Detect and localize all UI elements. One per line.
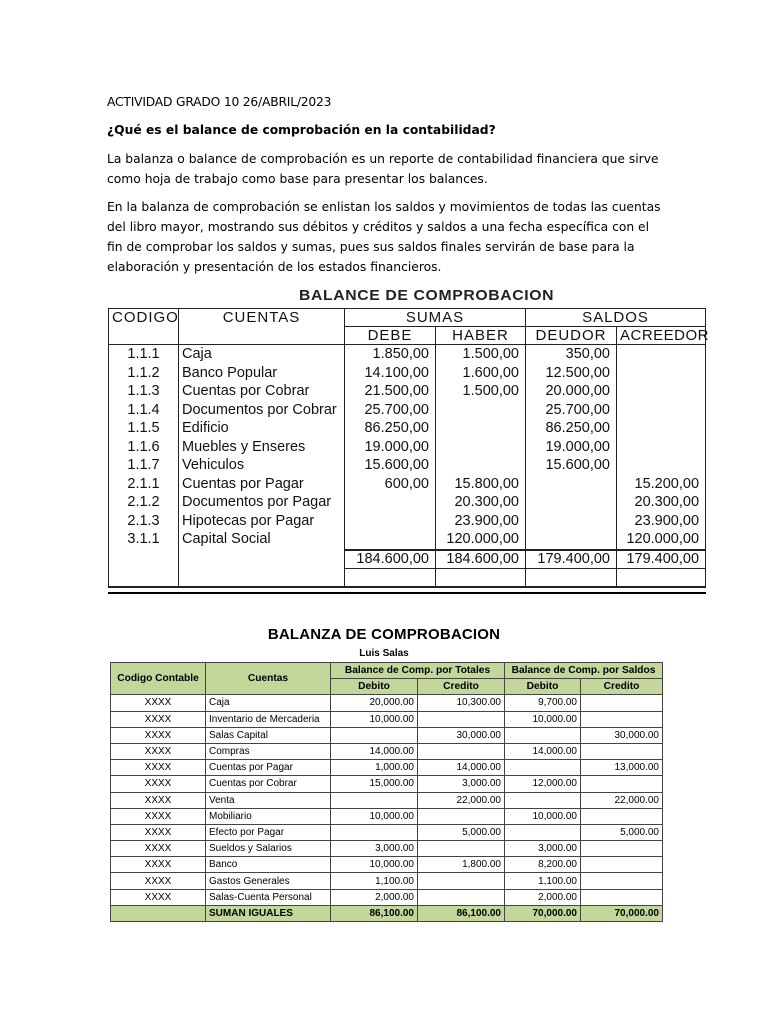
- cell-debito: 20,000.00: [331, 695, 418, 711]
- cell-cuenta: Salas-Cuenta Personal: [206, 889, 331, 905]
- col-deudor-header: DEUDOR: [526, 327, 617, 345]
- cell-codigo: XXXX: [111, 808, 206, 824]
- cell-codigo: XXXX: [111, 760, 206, 776]
- cell-saldo-credito: [581, 857, 663, 873]
- total-deudor: 179.400,00: [526, 550, 617, 569]
- balanza-title: BALANZA DE COMPROBACION: [267, 626, 501, 643]
- cell-debito: 10,000.00: [331, 711, 418, 727]
- cell-cuenta: Cuentas por Cobrar: [206, 776, 331, 792]
- cell-debito: 10,000.00: [331, 808, 418, 824]
- balanza-body: [111, 695, 663, 905]
- cell-saldo-credito: [581, 808, 663, 824]
- balanza-header-row: [111, 663, 663, 679]
- cell-debito: [331, 792, 418, 808]
- debe-column: 1.850,00 14.100,00 21.500,00 25.700,00 86.250,00 19.000,00 15.600,00 600,00: [345, 345, 436, 550]
- sum-saldo-credito: 70,000.00: [581, 905, 663, 921]
- cell-saldo-credito: 5,000.00: [581, 824, 663, 840]
- cell-debito: [331, 727, 418, 743]
- cell-cuenta: Venta: [206, 792, 331, 808]
- cell-saldo-debito: [505, 792, 581, 808]
- cell-credito: 3,000.00: [418, 776, 505, 792]
- balanza-table: [110, 662, 663, 922]
- col-codigo-header: CODIGO: [109, 309, 179, 345]
- cell-cuenta: Cuentas por Pagar: [206, 760, 331, 776]
- acreedor-column: 15.200,00 20.300,00 23.900,00 120.000,00: [617, 345, 706, 550]
- cuentas-column: Caja Banco Popular Cuentas por Cobrar Documentos por Cobrar Edificio Muebles y Enseres Vehiculos Cuentas por Pagar Documentos por Pagar Hipotecas por Pagar Capital Social: [179, 345, 345, 550]
- cell-cuenta: Banco: [206, 857, 331, 873]
- col-haber-header: HABER: [436, 327, 526, 345]
- cell-saldo-credito: [581, 889, 663, 905]
- cell-cuenta: Mobiliario: [206, 808, 331, 824]
- cell-saldo-debito: 8,200.00: [505, 857, 581, 873]
- cell-saldo-credito: [581, 695, 663, 711]
- debito-saldos-header: Debito: [505, 679, 581, 695]
- empty-cell: [179, 568, 345, 587]
- totals-row: [109, 550, 706, 569]
- balanza-subtitle: Luis Salas: [359, 648, 409, 659]
- sum-debito: 86,100.00: [331, 905, 418, 921]
- cell-saldo-debito: [505, 760, 581, 776]
- totals-empty-codigo: [109, 550, 179, 569]
- totals-empty-cuentas: [179, 550, 345, 569]
- cell-saldo-credito: [581, 743, 663, 759]
- table-row: [111, 727, 663, 743]
- cell-cuenta: Inventario de Mercaderia: [206, 711, 331, 727]
- cell-codigo: XXXX: [111, 841, 206, 857]
- sum-row: [111, 905, 663, 921]
- table-row: [111, 695, 663, 711]
- cell-saldo-debito: 12,000.00: [505, 776, 581, 792]
- total-haber: 184.600,00: [436, 550, 526, 569]
- cell-codigo: XXXX: [111, 824, 206, 840]
- sum-label: SUMAN IGUALES: [206, 905, 331, 921]
- cell-codigo: XXXX: [111, 889, 206, 905]
- cell-codigo: XXXX: [111, 743, 206, 759]
- saldos-header: Balance de Comp. por Saldos: [505, 663, 663, 679]
- debito-totales-header: Debito: [331, 679, 418, 695]
- table-row: [111, 776, 663, 792]
- empty-cell: [436, 568, 526, 587]
- cell-codigo: XXXX: [111, 695, 206, 711]
- description-paragraph: En la balanza de comprobación se enlistan los saldos y movimientos de todas las cuentas del libro mayor, mostrando sus débitos y créditos y saldos a una fecha específica con el fin de comprobar los saldos y sumas, pues sus saldos finales servirán de base para la elaboración y presentación de los estados financieros.: [107, 200, 661, 274]
- table-row: [111, 808, 663, 824]
- cell-debito: 1,000.00: [331, 760, 418, 776]
- cell-saldo-credito: [581, 873, 663, 889]
- cell-saldo-debito: 10,000.00: [505, 711, 581, 727]
- cell-saldo-debito: 1,100.00: [505, 873, 581, 889]
- cell-credito: [418, 711, 505, 727]
- cell-codigo: XXXX: [111, 873, 206, 889]
- total-debe: 184.600,00: [345, 550, 436, 569]
- cell-credito: [418, 743, 505, 759]
- empty-row: [109, 568, 706, 587]
- col-saldos-header: SALDOS: [526, 309, 706, 327]
- cell-codigo: XXXX: [111, 711, 206, 727]
- cell-saldo-credito: 22,000.00: [581, 792, 663, 808]
- cell-saldo-credito: [581, 711, 663, 727]
- cell-saldo-credito: [581, 776, 663, 792]
- deudor-column: 350,00 12.500,00 20.000,00 25.700,00 86.250,00 19.000,00 15.600,00: [526, 345, 617, 550]
- cell-cuenta: Caja: [206, 695, 331, 711]
- col-debe-header: DEBE: [345, 327, 436, 345]
- table-row: [111, 873, 663, 889]
- empty-cell: [617, 568, 706, 587]
- cell-cuenta: Efecto por Pagar: [206, 824, 331, 840]
- cell-saldo-credito: 13,000.00: [581, 760, 663, 776]
- table-row: [111, 841, 663, 857]
- cell-credito: 1,800.00: [418, 857, 505, 873]
- credito-saldos-header: Credito: [581, 679, 663, 695]
- sum-empty-cell: [111, 905, 206, 921]
- cell-debito: [331, 824, 418, 840]
- cell-credito: 5,000.00: [418, 824, 505, 840]
- totales-header: Balance de Comp. por Totales: [331, 663, 505, 679]
- cell-cuenta: Gastos Generales: [206, 873, 331, 889]
- cell-codigo: XXXX: [111, 792, 206, 808]
- cell-saldo-debito: [505, 824, 581, 840]
- body-row: [109, 345, 706, 550]
- balance-title: BALANCE DE COMPROBACION: [299, 287, 555, 304]
- cell-debito: 2,000.00: [331, 889, 418, 905]
- total-acreedor: 179.400,00: [617, 550, 706, 569]
- cell-saldo-credito: [581, 841, 663, 857]
- empty-cell: [109, 568, 179, 587]
- cell-credito: [418, 841, 505, 857]
- credito-totales-header: Credito: [418, 679, 505, 695]
- cell-debito: 3,000.00: [331, 841, 418, 857]
- empty-cell: [345, 568, 436, 587]
- cell-saldo-debito: 14,000.00: [505, 743, 581, 759]
- cell-credito: 30,000.00: [418, 727, 505, 743]
- cell-cuenta: Sueldos y Salarios: [206, 841, 331, 857]
- col-sumas-header: SUMAS: [345, 309, 526, 327]
- cell-codigo: XXXX: [111, 776, 206, 792]
- table-row: [111, 889, 663, 905]
- table-row: [111, 743, 663, 759]
- cell-debito: 15,000.00: [331, 776, 418, 792]
- balance-table: [108, 308, 710, 588]
- cell-codigo: XXXX: [111, 727, 206, 743]
- cell-credito: [418, 873, 505, 889]
- definition-paragraph: La balanza o balance de comprobación es un reporte de contabilidad financiera que sirve como hoja de trabajo como base para presentar los balances.: [107, 152, 659, 186]
- table-row: [111, 824, 663, 840]
- col-acreedor-header: ACREEDOR: [617, 327, 706, 345]
- header-row: [109, 309, 706, 327]
- cell-credito: 10,300.00: [418, 695, 505, 711]
- cell-saldo-debito: 9,700.00: [505, 695, 581, 711]
- sum-credito: 86,100.00: [418, 905, 505, 921]
- cell-saldo-debito: 10,000.00: [505, 808, 581, 824]
- cell-credito: 14,000.00: [418, 760, 505, 776]
- cell-saldo-debito: 3,000.00: [505, 841, 581, 857]
- codigo-column: 1.1.1 1.1.2 1.1.3 1.1.4 1.1.5 1.1.6 1.1.7 2.1.1 2.1.2 2.1.3 3.1.1: [109, 345, 179, 550]
- cell-debito: 14,000.00: [331, 743, 418, 759]
- cell-cuenta: Salas Capital: [206, 727, 331, 743]
- cuentas-header: Cuentas: [206, 663, 331, 695]
- cell-codigo: XXXX: [111, 857, 206, 873]
- cell-credito: 22,000.00: [418, 792, 505, 808]
- cell-saldo-debito: 2,000.00: [505, 889, 581, 905]
- cell-debito: 1,100.00: [331, 873, 418, 889]
- table-row: [111, 711, 663, 727]
- haber-column: 1.500,00 1.600,00 1.500,00 15.800,00 20.300,00 23.900,00 120.000,00: [436, 345, 526, 550]
- table-row: [111, 760, 663, 776]
- table-row: [111, 792, 663, 808]
- cell-credito: [418, 889, 505, 905]
- cell-saldo-debito: [505, 727, 581, 743]
- codigo-contable-header: Codigo Contable: [111, 663, 206, 695]
- horizontal-divider: [108, 592, 706, 594]
- activity-heading: ACTIVIDAD GRADO 10 26/ABRIL/2023: [107, 95, 332, 109]
- cell-saldo-credito: 30,000.00: [581, 727, 663, 743]
- question-heading: ¿Qué es el balance de comprobación en la contabilidad?: [107, 123, 496, 137]
- table-row: [111, 857, 663, 873]
- cell-debito: 10,000.00: [331, 857, 418, 873]
- sum-saldo-debito: 70,000.00: [505, 905, 581, 921]
- empty-cell: [526, 568, 617, 587]
- col-cuentas-header: CUENTAS: [179, 309, 345, 345]
- cell-credito: [418, 808, 505, 824]
- cell-cuenta: Compras: [206, 743, 331, 759]
